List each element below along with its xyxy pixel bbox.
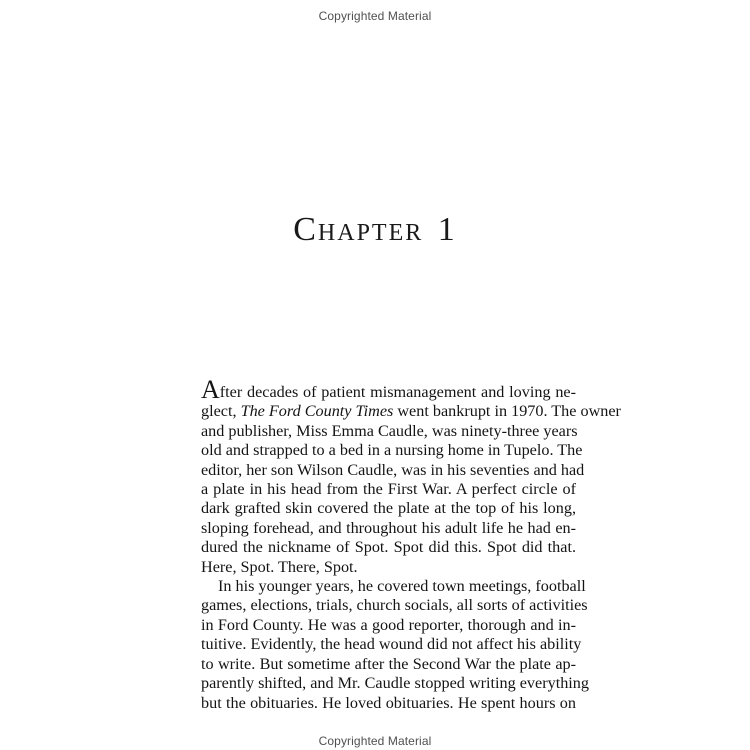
text-line — [201, 402, 621, 421]
text-line: in Ford County. He was a good reporter, thorough and in- — [201, 615, 576, 634]
text-line: In his younger years, he covered town meetings, football — [218, 577, 586, 596]
text-line: games, elections, trials, church socials, all sorts of activities — [201, 596, 588, 615]
copyright-watermark-top: Copyrighted Material — [318, 9, 432, 23]
text-line: old and strapped to a bed in a nursing home in Tupelo. The — [201, 441, 583, 460]
text-span: fter decades of patient mismanagement and loving ne- — [219, 383, 576, 401]
text-line: and publisher, Miss Emma Caudle, was ninety-three years — [201, 421, 578, 440]
text-line: sloping forehead, and throughout his adult life he had en- — [201, 518, 576, 537]
text-line: Here, Spot. There, Spot. — [201, 557, 358, 576]
text-line: to write. But sometime after the Second War the plate ap- — [201, 654, 576, 673]
text-line: parently shifted, and Mr. Caudle stopped writing everything — [201, 674, 589, 693]
body-text — [201, 375, 621, 713]
newspaper-title: The Ford County Times — [240, 402, 394, 421]
text-span: went bankrupt in 1970. The owner — [393, 402, 621, 421]
text-line: tuitive. Evidently, the head wound did not affect his ability — [201, 635, 582, 654]
drop-cap: A — [201, 375, 220, 404]
text-line: but the obituaries. He loved obituaries. He spent hours on — [201, 693, 576, 712]
text-line: a plate in his head from the First War. A perfect circle of — [201, 480, 576, 499]
text-line: dured the nickname of Spot. Spot did this. Spot did that. — [201, 538, 576, 557]
text-line: editor, her son Wilson Caudle, was in his seventies and had — [201, 460, 585, 479]
paragraph-2 — [201, 577, 589, 713]
chapter-title: Chapter 1 — [293, 211, 457, 248]
text-line: dark grafted skin covered the plate at the top of his long, — [201, 499, 576, 518]
text-line — [201, 375, 576, 404]
text-span: glect, — [201, 402, 241, 421]
paragraph-1 — [201, 375, 621, 577]
copyright-watermark-bottom: Copyrighted Material — [318, 734, 432, 748]
